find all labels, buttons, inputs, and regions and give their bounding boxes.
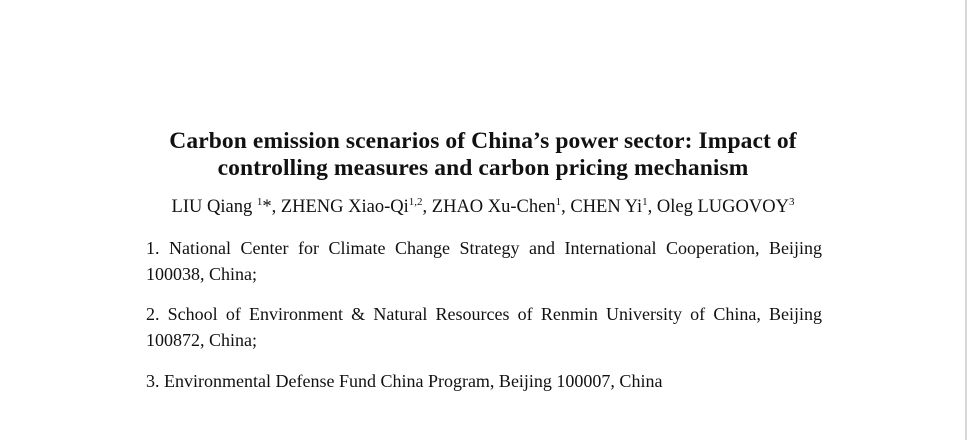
author-name: Oleg LUGOVOY <box>656 197 789 217</box>
author-name: LIU Qiang <box>171 197 257 217</box>
author-name: ZHENG Xiao-Qi <box>280 197 409 217</box>
paper-title <box>160 128 806 182</box>
author-name: CHEN Yi <box>570 197 643 217</box>
author-affiliation-number: 1 <box>642 196 648 208</box>
author-separator: , <box>647 197 657 217</box>
author-separator: , <box>422 197 432 217</box>
author-affiliation-number: 3 <box>788 196 795 208</box>
title-line-2: controlling measures and carbon pricing mechanism <box>217 155 749 181</box>
corresponding-author-mark: * <box>262 197 272 217</box>
author-affiliation-number: 1,2 <box>408 196 423 208</box>
author-name: ZHAO Xu-Chen <box>431 197 556 217</box>
author-separator: , <box>271 197 281 217</box>
author-separator: , <box>561 197 571 217</box>
title-line-1: Carbon emission scenarios of China’s power sector: Impact of <box>169 128 797 154</box>
affiliation-3: 3. Environmental Defense Fund China Program, Beijing 100007, China <box>146 371 663 391</box>
author-affiliation-number: 1 <box>555 196 562 208</box>
affiliation-1: 1. National Center for Climate Change Strategy and International Cooperation, Beijing 100038, China; <box>146 238 822 284</box>
author-list <box>140 195 826 219</box>
author-affiliation-number: 1 <box>256 196 263 208</box>
affiliation-2: 2. School of Environment & Natural Resources of Renmin University of China, Beijing 100872, China; <box>146 304 822 350</box>
